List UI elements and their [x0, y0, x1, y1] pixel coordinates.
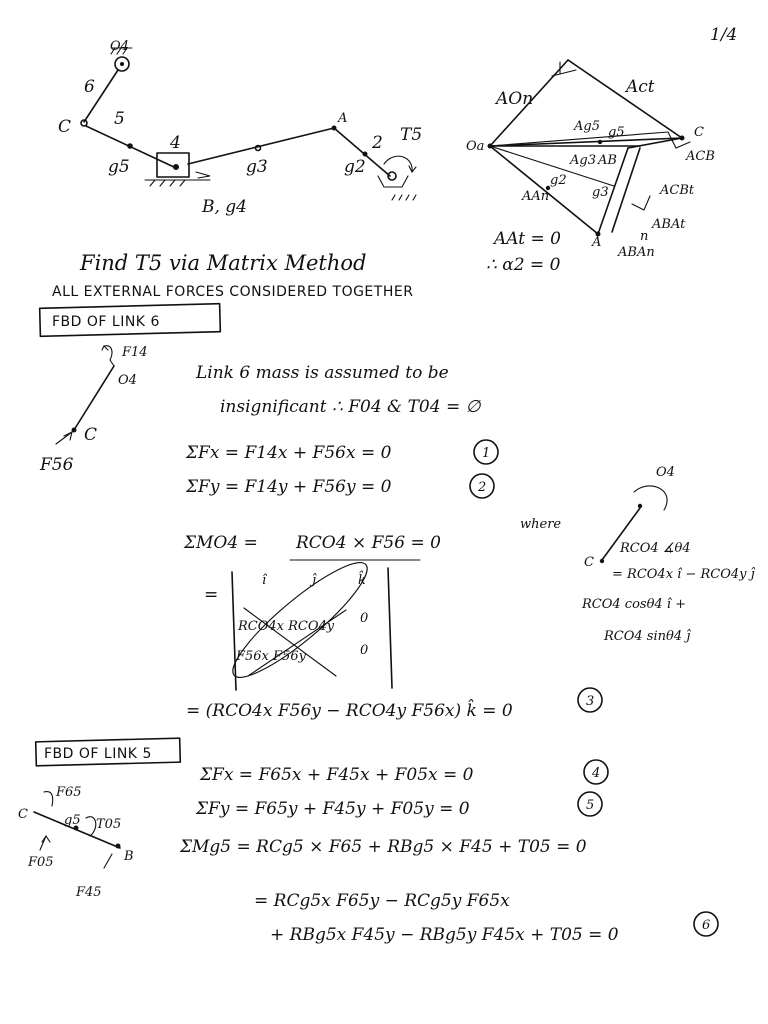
accel-polygon-labels-aan-label: AAn: [522, 189, 550, 204]
moment-lhs: ΣMO4 =: [184, 533, 258, 553]
eq5-number: 5: [586, 798, 595, 813]
link6-matrix-f0-label: 0: [360, 643, 369, 658]
link6-where-label: where: [520, 517, 562, 532]
link6-c-label: C: [84, 425, 98, 445]
link6-inset-line3-label: RCO4 sinθ4 ĵ: [604, 629, 691, 644]
link6-matrix-k-label: k̂: [358, 573, 366, 588]
mechanism-diagram-labels-a-label: A: [338, 111, 348, 126]
accel-polygon-labels-acb-label: ACB: [686, 149, 715, 164]
link5-c-label: C: [18, 807, 28, 822]
mechanism-diagram-labels-g3-label: g3: [246, 157, 268, 177]
mechanism-diagram-labels-two-label: 2: [372, 133, 383, 153]
accel-polygon-labels-g2-label: g2: [550, 173, 567, 188]
eq6-line1: ΣMg5 = RCg5 × F65 + RBg5 × F45 + T05 = 0: [180, 837, 587, 857]
link6-matrix-j-label: ĵ: [312, 573, 317, 588]
mechanism-diagram-labels-six-label: 6: [84, 77, 95, 97]
accel-polygon-labels-act-label: Act: [626, 77, 655, 97]
accel-polygon-labels-ag5-label: Ag5: [574, 119, 600, 134]
accel-polygon-labels-acbt-label: ACBt: [660, 183, 695, 198]
link5-title: FBD OF LINK 5: [44, 746, 152, 762]
eq2: ΣFy = F14y + F56y = 0: [186, 477, 392, 497]
link6-f56-label: F56: [40, 455, 74, 475]
eq5: ΣFy = F65y + F45y + F05y = 0: [196, 799, 470, 819]
mechanism-diagram-labels-t5-label: T5: [400, 125, 423, 145]
link5-g5-label: g5: [64, 813, 81, 828]
accel-polygon-labels-aban-label: ABAn: [618, 245, 655, 260]
eq4-number: 4: [592, 766, 601, 781]
accel-polygon-labels-oa-label: Oa: [466, 139, 485, 154]
link6-title: FBD OF LINK 6: [52, 314, 160, 330]
t5-arc: [384, 156, 412, 172]
mechanism-diagram-labels-g2-label: g2: [344, 157, 366, 177]
mass-note-line2: insignificant ∴ F04 & T04 = ∅: [220, 397, 481, 417]
mechanism-diagram-labels-o4-label: O4: [110, 39, 129, 54]
link5-f65-label: F65: [56, 785, 82, 800]
slider-ground: [145, 180, 210, 186]
accel-polygon-labels-aon-label: AOn: [496, 89, 534, 109]
link6-f14-label: F14: [122, 345, 148, 360]
heading-all-external: ALL EXTERNAL FORCES CONSIDERED TOGETHER: [52, 284, 414, 300]
mechanism-diagram: [58, 39, 422, 217]
heading-find: Find T5 via Matrix Method: [80, 251, 367, 275]
link5-b-label: B: [124, 849, 134, 864]
fbd-link5: [18, 738, 180, 900]
link6-matrix-r0-label: 0: [360, 611, 369, 626]
eq1-number: 1: [482, 446, 491, 461]
link6-inset-line1-label: = RCO4x î − RCO4y ĵ: [612, 567, 755, 582]
accel-polygon-labels-a-label: A: [592, 235, 602, 250]
accel-polygon-labels-ab-label: AB: [598, 153, 617, 168]
mechanism-diagram-labels-five-label: 5: [114, 109, 125, 129]
accel-polygon-labels-aat-label: AAt = 0: [494, 229, 561, 249]
eq4: ΣFx = F65x + F45x + F05x = 0: [200, 765, 474, 785]
page-number: 1/4: [710, 25, 738, 45]
acceleration-polygon: [466, 60, 715, 275]
accel-polygon-labels-g5-label: g5: [608, 125, 625, 140]
mass-note-line1: Link 6 mass is assumed to be: [196, 363, 449, 383]
link5-t05-label: T05: [96, 817, 122, 832]
slider-block: [157, 153, 189, 177]
link6-inset-r-label: RCO4 ∡θ4: [620, 541, 691, 556]
link6-inset-line2-label: RCO4 cosθ4 î +: [582, 597, 686, 612]
mechanism-diagram-labels-four-label: 4: [170, 133, 181, 153]
link5-f45-label: F45: [76, 885, 102, 900]
eq3: = (RCO4x F56y − RCO4y F56x) k̂ = 0: [186, 701, 513, 721]
link6-matrix-r-label: RCO4x RCO4y: [238, 619, 335, 634]
link6-inset-o4-label: O4: [656, 465, 675, 480]
accel-polygon-labels-g3-label: g3: [592, 185, 609, 200]
moment-rhs: RCO4 × F56 = 0: [296, 533, 441, 553]
mechanism-diagram-labels-b-g4-label: B, g4: [202, 197, 247, 217]
mechanism-diagram-labels-c-label: C: [58, 117, 72, 137]
accel-polygon-labels-c-label: C: [694, 125, 704, 140]
eq2-number: 2: [478, 480, 487, 495]
eq1: ΣFx = F14x + F56x = 0: [186, 443, 392, 463]
svg-text:=: =: [204, 585, 219, 605]
cross-product-matrix: [204, 549, 392, 690]
link6-inset-c-label: C: [584, 555, 594, 570]
eq3-number: 3: [586, 694, 595, 709]
link5-f05-label: F05: [28, 855, 54, 870]
eq6-line3: + RBg5x F45y − RBg5y F45x + T05 = 0: [270, 925, 619, 945]
eq6-line2: = RCg5x F65y − RCg5y F65x: [254, 891, 510, 911]
accel-polygon-labels-n-label: n: [640, 229, 649, 244]
accel-polygon-labels-abat-label: ABAt: [652, 217, 686, 232]
where-inset: [520, 465, 756, 644]
link6-o4-label: O4: [118, 373, 137, 388]
eq6-number: 6: [702, 918, 711, 933]
accel-polygon-labels-ag3-label: Ag3: [570, 153, 596, 168]
accel-polygon-labels-alpha2-label: ∴ α2 = 0: [486, 255, 561, 275]
link6-matrix-i-label: î: [262, 573, 267, 588]
mechanism-diagram-labels-g5-label: g5: [108, 157, 130, 177]
link6-matrix-f-label: F56x F56y: [236, 649, 306, 664]
